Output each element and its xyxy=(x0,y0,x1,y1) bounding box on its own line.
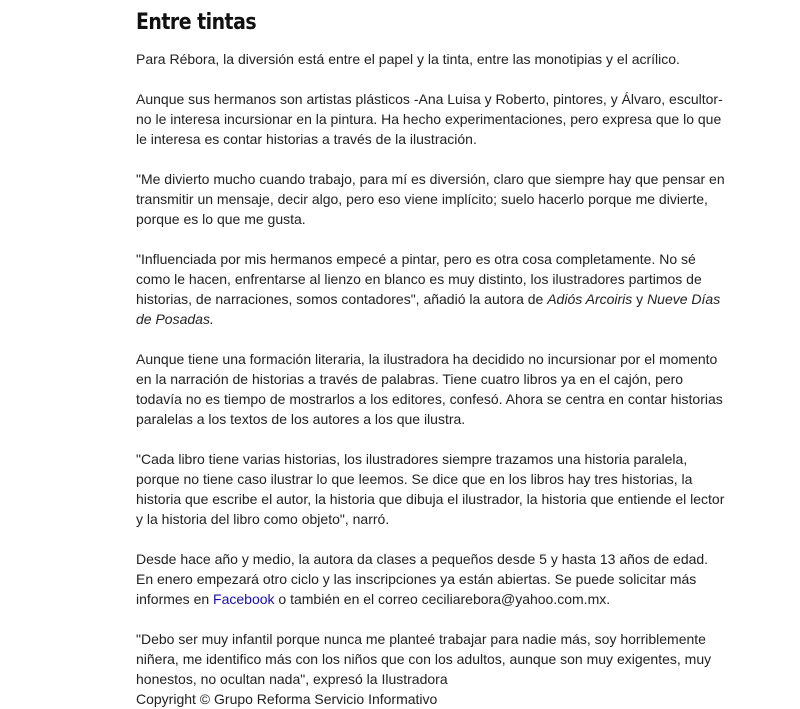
article-body xyxy=(136,6,726,709)
paragraph-text: Desde hace año y medio, la autora da clases a pequeños desde 5 y hasta 13 años de edad. En enero empezará otro ciclo y las inscripciones ya están abiertas. Se puede solicitar más informes en xyxy=(136,551,709,607)
book-title-nueve-dias: Nueve Días de Posadas. xyxy=(136,291,721,327)
paragraph-text: "Influenciada por mis hermanos empecé a pintar, pero es otra cosa completamente. No sé como le hacen, enfrentarse al lienzo en blanco es muy distinto, los ilustradores partimos de historias, de narraciones, somos contadores", añadió la autora de xyxy=(136,251,702,307)
paragraph-classes xyxy=(136,549,726,609)
section-heading: Entre tintas xyxy=(136,10,257,35)
paragraph-quote-fun: "Me divierto mucho cuando trabajo, para mí es diversión, claro que siempre hay que pensar en transmitir un mensaje, decir algo, pero eso viene implícito; suelo hacerlo porque me divierte, porque es lo que me gusta. xyxy=(136,171,725,227)
conjunction-text: y xyxy=(632,291,648,307)
paragraph-literary: Aunque tiene una formación literaria, la ilustradora ha decidido no incursionar por el momento en la narración de historias a través de palabras. Tiene cuatro libros ya en el cajón, pero todavía no es tiempo de mostrarlos a los editores, confesó. Ahora se centra en contar historias paralelas a los textos de los autores a los que ilustra. xyxy=(136,351,723,427)
paragraph-quote-influence xyxy=(136,249,726,329)
paragraph-intro: Para Rébora, la diversión está entre el papel y la tinta, entre las monotipias y el acrílico. xyxy=(136,51,680,67)
paragraph-end: o también en el correo ceciliarebora@yahoo.com.mx. xyxy=(274,591,611,607)
paragraph-quote-stories: "Cada libro tiene varias historias, los ilustradores siempre trazamos una historia paralela, porque no tiene caso ilustrar lo que leemos. Se dice que en los libros hay tres historias, la historia que escribe el autor, la historia que dibuja el ilustrador, la historia que entiende el lector y la historia del libro como objeto", narró. xyxy=(136,451,725,527)
paragraph-quote-infantil: "Debo ser muy infantil porque nunca me planteé trabajar para nadie más, soy horriblemente niñera, me identifico más con los niños que con los adultos, aunque son muy exigentes, muy honestos, no ocultan nada", expresó la Ilustradora xyxy=(136,631,712,687)
copyright-notice: Copyright © Grupo Reforma Servicio Informativo xyxy=(136,691,438,707)
book-title-adios-arcoiris: Adiós Arcoiris xyxy=(547,291,633,307)
paragraph-siblings: Aunque sus hermanos son artistas plásticos -Ana Luisa y Roberto, pintores, y Álvaro, escultor- no le interesa incursionar en la pintura. Ha hecho experimentaciones, pero expresa que lo que le interesa es contar historias a través de la ilustración. xyxy=(136,91,723,147)
facebook-link[interactable]: Facebook xyxy=(213,591,275,607)
